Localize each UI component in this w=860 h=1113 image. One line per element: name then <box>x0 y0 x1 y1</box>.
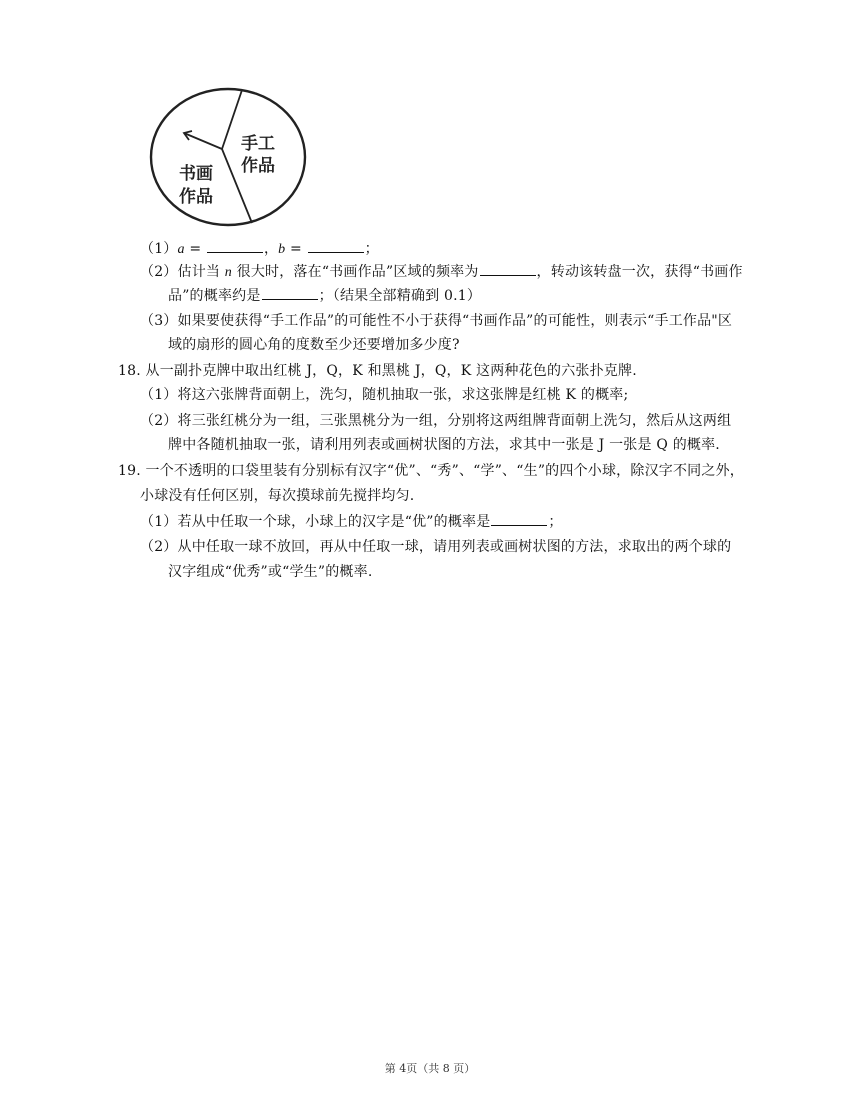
q17-part2-prefix: （2）估计当 <box>140 264 221 280</box>
answer-blank-a[interactable] <box>207 238 263 253</box>
q17-part1-end: ； <box>364 241 379 257</box>
answer-blank-you-probability[interactable] <box>491 511 547 526</box>
q18-part2-line2: 牌中各随机抽取一张，请利用列表或画树状图的方法，求其中一张是 J 一张是 Q 的概率. <box>168 437 720 453</box>
q17-part2-line1 <box>140 261 743 283</box>
comma-separator: ， <box>263 241 279 257</box>
q17-part3-line2: 域的扇形的圆心角的度数至少还要增加多少度? <box>168 337 460 353</box>
q19-stem-line1: 19. 一个不透明的口袋里装有分别标有汉字“优”、“秀”、“学”、“生”的四个小球，除汉字不同之外， <box>118 463 744 479</box>
answer-blank-frequency[interactable] <box>480 261 536 276</box>
q19-part2-line1: （2）从中任取一球不放回，再从中任取一球，请用列表或画树状图的方法，求取出的两个球的 <box>140 539 732 555</box>
q18-part1: （1）将这六张牌背面朝上，洗匀，随机抽取一张，求这张牌是红桃 K 的概率; <box>140 387 629 403</box>
q17-part2-line2 <box>168 285 481 306</box>
answer-blank-probability[interactable] <box>262 285 318 300</box>
page-footer: 第 4页（共 8 页） <box>384 1062 476 1075</box>
q17-part2-cont-start: 品”的概率约是 <box>168 288 261 304</box>
label-handcraft-line1: 手工 <box>241 134 275 154</box>
q19-part1 <box>140 511 563 532</box>
label-painting-line2: 作品 <box>179 187 213 207</box>
variable-a: a <box>177 242 185 257</box>
q19-stem-line2: 小球没有任何区别，每次摸球前先搅拌均匀. <box>140 488 415 504</box>
answer-blank-b[interactable] <box>308 238 364 253</box>
label-painting-line1: 书画 <box>179 164 213 184</box>
variable-n: n <box>224 265 232 280</box>
variable-b: b <box>278 242 286 257</box>
spinner-wheel-figure <box>148 85 308 230</box>
label-handcraft-line2: 作品 <box>241 156 275 176</box>
q17-part2-cont-end: ；（结果全部精确到 0.1） <box>318 288 482 304</box>
q17-part1-prefix: （1） <box>140 241 178 257</box>
q18-part2-line1: （2）将三张红桃分为一组，三张黑桃分为一组，分别将这两组牌背面朝上洗匀，然后从这两组 <box>140 413 732 429</box>
q17-part1 <box>140 238 379 260</box>
equals-sign-a: = <box>184 241 206 257</box>
q17-part2-mid2: ，转动该转盘一次，获得“书画作 <box>536 264 743 280</box>
q17-part2-mid: 很大时，落在“书画作品”区域的频率为 <box>236 264 479 280</box>
q18-stem: 18. 从一副扑克牌中取出红桃 J，Q，K 和黑桃 J，Q，K 这两种花色的六张扑克牌. <box>118 363 637 379</box>
q19-part1-start: （1）若从中任取一个球，小球上的汉字是“优”的概率是 <box>140 514 491 530</box>
q17-part3-line1: （3）如果要使获得“手工作品”的可能性不小于获得“书画作品”的可能性，则表示“手工作品"区 <box>140 313 733 329</box>
q19-part1-end: ； <box>548 514 563 530</box>
equals-sign-b: = <box>285 241 307 257</box>
q19-part2-line2: 汉字组成“优秀”或“学生”的概率. <box>168 564 373 580</box>
spinner-circle <box>151 89 305 225</box>
